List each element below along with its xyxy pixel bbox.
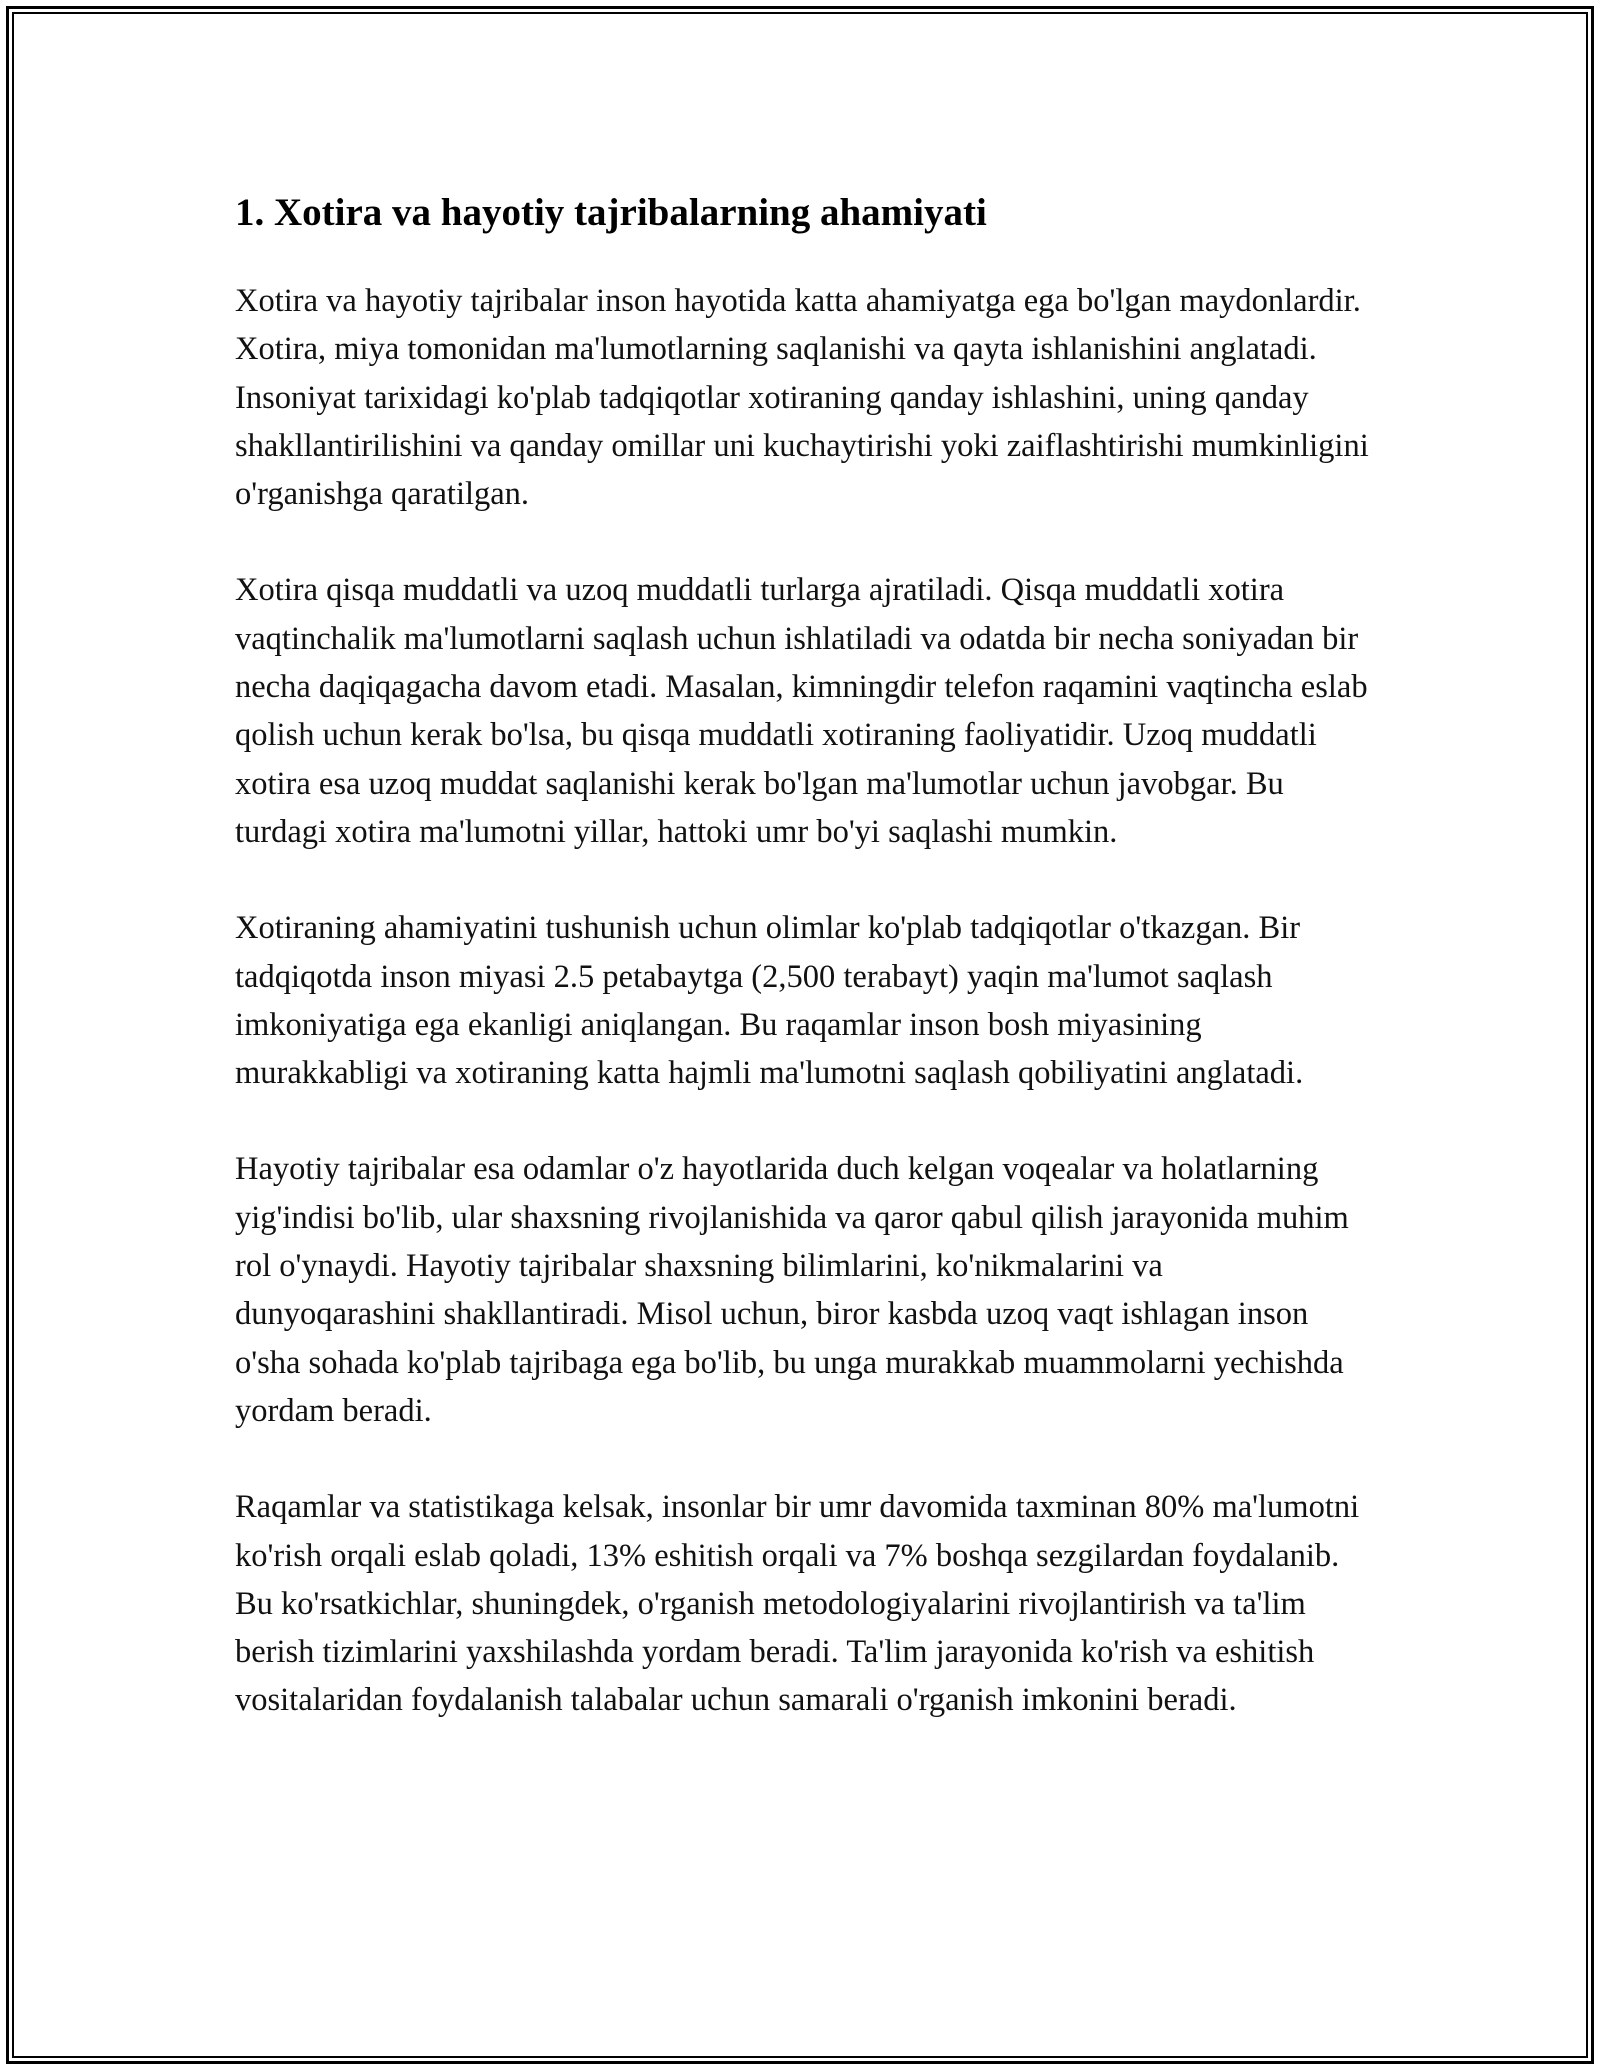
section-heading: 1. Xotira va hayotiy tajribalarning ahamiyati — [235, 191, 987, 234]
paragraph-1: Xotira va hayotiy tajribalar inson hayotida katta ahamiyatga ega bo'lgan maydonlardir. Xotira, miya tomonidan ma'lumotlarning saqlanishi va qayta ishlanishini anglatadi. Insoniyat tarixidagi ko'plab tadqiqotlar xotiraning qanday ishlashini, uning qanday shakllantirilishini va qanday omillar uni kuchaytirishi yoki zaiflashtirishi mumkinligini o'rganishga qaratilgan. — [235, 283, 1369, 513]
paragraph-2: Xotira qisqa muddatli va uzoq muddatli turlarga ajratiladi. Qisqa muddatli xotira vaqtinchalik ma'lumotlarni saqlash uchun ishlatiladi va odatda bir necha soniyadan bir necha daqiqagacha davom etadi. Masalan, kimningdir telefon raqamini vaqtincha eslab qolish uchun kerak bo'lsa, bu qisqa muddatli xotiraning faoliyatidir. Uzoq muddatli xotira esa uzoq muddat saqlanishi kerak bo'lgan ma'lumotlar uchun javobgar. Bu turdagi xotira ma'lumotni yillar, hattoki umr bo'yi saqlashi mumkin. — [235, 572, 1368, 850]
paragraph-5: Raqamlar va statistikaga kelsak, insonlar bir umr davomida taxminan 80% ma'lumotni ko'rish orqali eslab qoladi, 13% eshitish orqali va 7% boshqa sezgilardan foydalanib. Bu ko'rsatkichlar, shuningdek, o'rganish metodologiyalarini rivojlantirish va ta'lim berish tizimlarini yaxshilashda yordam beradi. Ta'lim jarayonida ko'rish va eshitish vositalaridan foydalanish talabalar uchun samarali o'rganish imkonini beradi. — [235, 1489, 1360, 1719]
paragraph-3: Xotiraning ahamiyatini tushunish uchun olimlar ko'plab tadqiqotlar o'tkazgan. Bir tadqiqotda inson miyasi 2.5 petabaytga (2,500 terabayt) yaqin ma'lumot saqlash imkoniyatiga ega ekanligi aniqlangan. Bu raqamlar inson bosh miyasining murakkabligi va xotiraning katta hajmli ma'lumotni saqlash qobiliyatini anglatadi. — [235, 910, 1304, 1092]
document-body — [235, 185, 1370, 1773]
paragraph-4: Hayotiy tajribalar esa odamlar o'z hayotlarida duch kelgan voqealar va holatlarning yig'indisi bo'lib, ular shaxsning rivojlanishida va qaror qabul qilish jarayonida muhim rol o'ynaydi. Hayotiy tajribalar shaxsning bilimlarini, ko'nikmalarini va dunyoqarashini shakllantiradi. Misol uchun, biror kasbda uzoq vaqt ishlagan inson o'sha sohada ko'plab tajribaga ega bo'lib, bu unga murakkab muammolarni yechishda yordam beradi. — [235, 1151, 1349, 1429]
